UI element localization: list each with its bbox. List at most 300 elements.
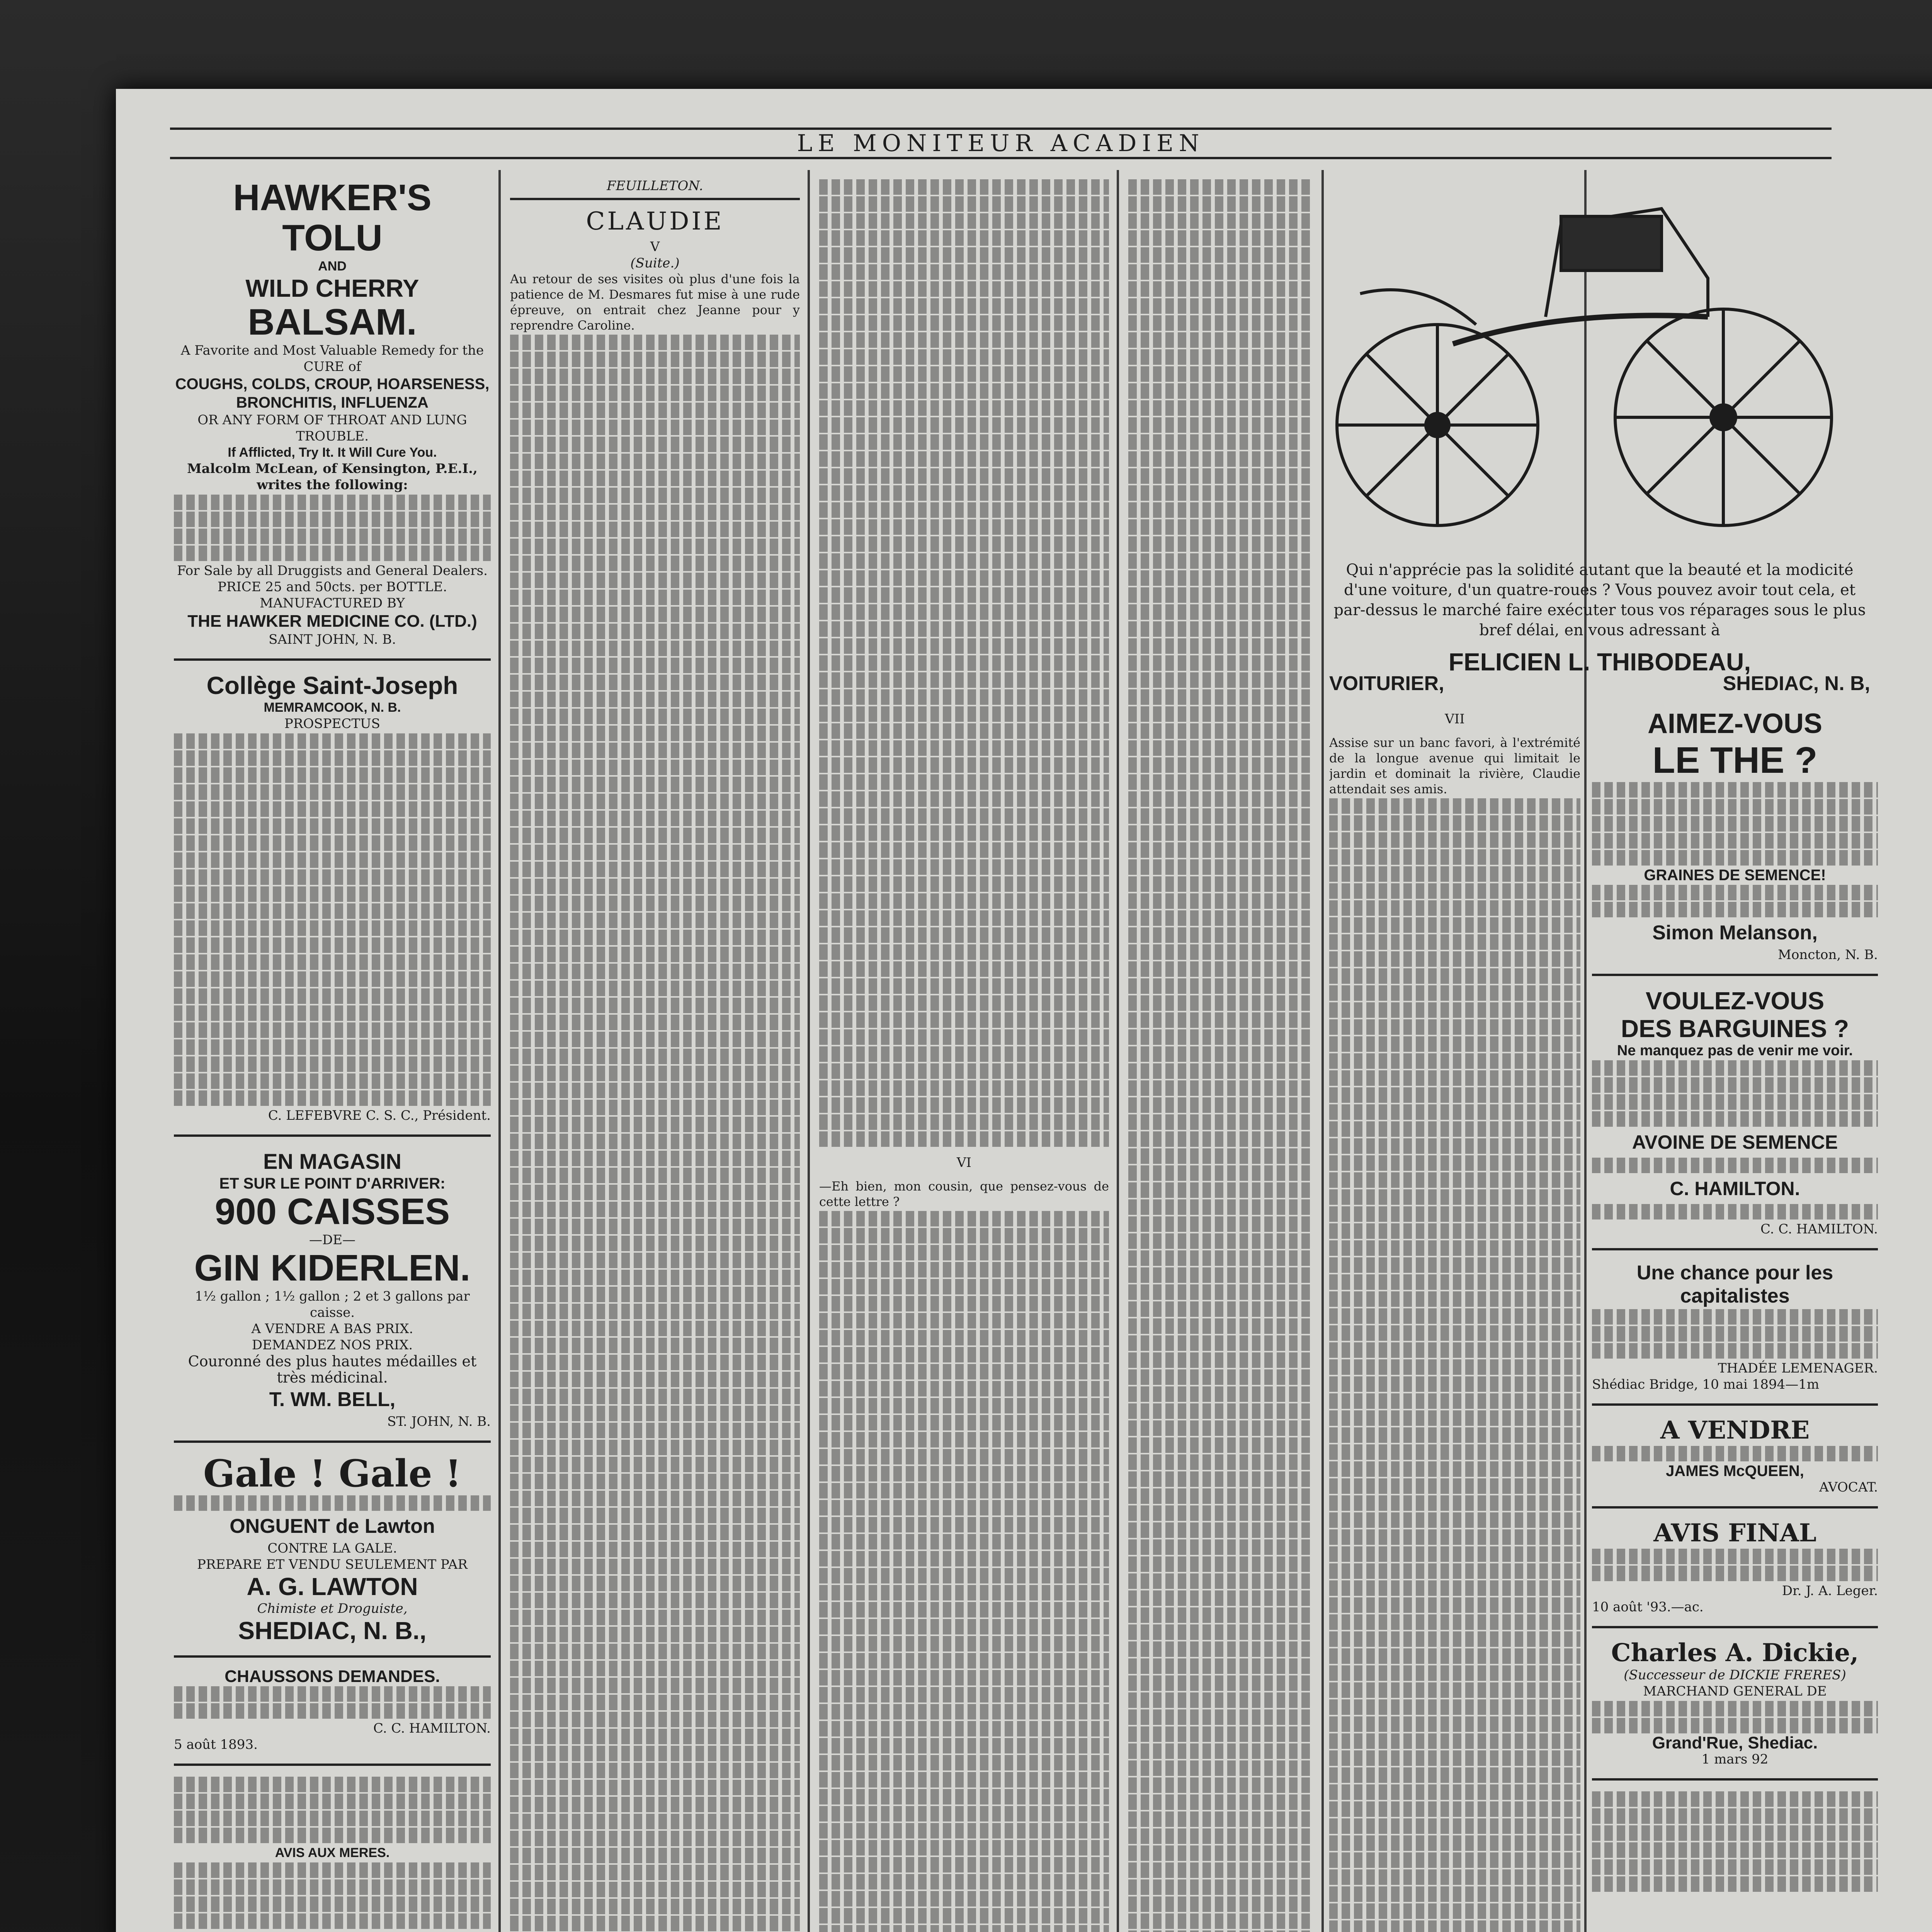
text-block	[174, 818, 491, 834]
chaussons-date: 5 août 1893.	[174, 1737, 258, 1752]
text-block	[1592, 1549, 1878, 1564]
text-line	[510, 947, 800, 962]
text-line	[1128, 927, 1314, 943]
text-line	[510, 641, 800, 656]
text-block	[1592, 782, 1878, 798]
vendre-role: AVOCAT.	[1819, 1480, 1878, 1495]
text-line	[1128, 1879, 1314, 1895]
text-line	[510, 1661, 800, 1676]
text-line	[1128, 1131, 1314, 1147]
text-line	[1128, 1386, 1314, 1402]
text-line	[1128, 519, 1314, 535]
text-line	[819, 1211, 1109, 1226]
text-line	[1329, 1036, 1580, 1052]
text-line	[819, 910, 1109, 926]
text-line	[819, 1908, 1109, 1923]
story-opening: Au retour de ses visites où plus d'une fois la patience de M. Desmares fut mise à une rude épreuve, on entrait chez Jeanne pour y reprendre Caroline.	[510, 272, 800, 333]
text-line	[1329, 815, 1580, 831]
dickie-trade: MARCHAND GENERAL DE	[1643, 1684, 1827, 1699]
text-line	[1128, 1828, 1314, 1844]
text-line	[1329, 1427, 1580, 1443]
text-line	[510, 454, 800, 469]
text-line	[1329, 1852, 1580, 1868]
avis-title: AVIS FINAL	[1653, 1519, 1816, 1548]
text-block	[174, 546, 491, 561]
text-line	[1128, 1012, 1314, 1028]
text-block	[1592, 1791, 1878, 1807]
text-line	[1329, 1172, 1580, 1188]
divider	[174, 658, 491, 661]
text-line	[819, 978, 1109, 994]
text-line	[510, 1831, 800, 1846]
text-line	[1128, 1318, 1314, 1334]
divider	[174, 1764, 491, 1766]
text-block	[174, 971, 491, 987]
text-block	[1592, 1876, 1878, 1892]
text-line	[510, 1423, 800, 1438]
dickie-successor: (Successeur de DICKIE FRERES)	[1624, 1667, 1846, 1683]
text-line	[819, 417, 1109, 433]
hawker-tolu: TOLU	[282, 217, 383, 259]
text-line	[819, 1636, 1109, 1651]
text-block	[1592, 1158, 1878, 1173]
text-line	[819, 298, 1109, 314]
column-feuilleton	[510, 178, 800, 1932]
text-block	[1592, 1701, 1878, 1716]
text-line	[819, 1585, 1109, 1600]
text-line	[510, 658, 800, 673]
text-line	[510, 1406, 800, 1421]
text-line	[1329, 1580, 1580, 1596]
text-line	[510, 556, 800, 571]
text-line	[1329, 900, 1580, 916]
text-line	[819, 1131, 1109, 1147]
hawker-price: PRICE 25 and 50cts. per BOTTLE.	[217, 579, 447, 595]
text-block	[174, 1022, 491, 1038]
text-line	[510, 1100, 800, 1115]
text-line	[510, 896, 800, 911]
text-line	[1128, 1845, 1314, 1861]
text-line	[819, 383, 1109, 399]
text-line	[819, 706, 1109, 722]
story-suite: (Suite.)	[630, 255, 680, 271]
column-ads-left	[174, 178, 491, 1932]
vendre-name: JAMES McQUEEN,	[1666, 1463, 1804, 1480]
text-line	[1128, 264, 1314, 280]
gin-gallons: 1½ gallon ; 1½ gallon ; 2 et 3 gallons par caisse.	[195, 1289, 470, 1320]
text-line	[1329, 1529, 1580, 1545]
carriage-footer	[1329, 672, 1870, 695]
text-line	[819, 1704, 1109, 1719]
text-line	[510, 1644, 800, 1659]
text-line	[510, 726, 800, 741]
text-line	[510, 1508, 800, 1523]
text-line	[1329, 1716, 1580, 1732]
gale-shediac: SHEDIAC, N. B.,	[238, 1617, 427, 1645]
text-line	[819, 1097, 1109, 1113]
gin-prix: A VENDRE A BAS PRIX.	[251, 1321, 413, 1337]
story-text	[1128, 179, 1314, 1932]
text-line	[510, 1627, 800, 1642]
hawker-company: THE HAWKER MEDICINE CO. (LTD.)	[187, 612, 477, 631]
text-line	[819, 893, 1109, 909]
text-line	[819, 1721, 1109, 1736]
graines-title: GRAINES DE SEMENCE!	[1644, 867, 1826, 884]
text-line	[819, 1262, 1109, 1277]
gin-caisses: 900 CAISSES	[214, 1191, 450, 1232]
text-line	[819, 1925, 1109, 1932]
text-line	[1128, 502, 1314, 518]
text-line	[1329, 951, 1580, 967]
text-line	[1128, 774, 1314, 790]
text-line	[819, 1483, 1109, 1498]
text-line	[510, 1049, 800, 1064]
chance-title-1: Une chance pour les	[1636, 1262, 1833, 1284]
text-block	[174, 1039, 491, 1055]
text-line	[1128, 1794, 1314, 1810]
text-line	[510, 539, 800, 554]
text-line	[1128, 638, 1314, 654]
hawker-cherry: WILD CHERRY	[245, 274, 419, 302]
text-line	[1128, 621, 1314, 637]
text-line	[1128, 587, 1314, 603]
divider	[1592, 1626, 1878, 1628]
text-line	[1128, 910, 1314, 926]
gale-prepare: PREPARE ET VENDU SEULEMENT PAR	[197, 1557, 468, 1572]
text-line	[1329, 1206, 1580, 1222]
gin-city: ST. JOHN, N. B.	[387, 1414, 491, 1429]
chance-title-2: capitalistes	[1680, 1285, 1790, 1307]
text-line	[1128, 1488, 1314, 1504]
text-line	[1329, 1461, 1580, 1477]
text-line	[819, 1823, 1109, 1838]
text-line	[510, 1729, 800, 1744]
text-line	[1128, 1777, 1314, 1793]
dickie-date: 1 mars 92	[1701, 1752, 1769, 1767]
gale-contre: CONTRE LA GALE.	[267, 1541, 397, 1556]
hawker-sale: For Sale by all Druggists and General Dealers.	[177, 563, 488, 578]
text-line	[510, 1916, 800, 1931]
text-line	[819, 927, 1109, 943]
text-line	[819, 349, 1109, 365]
text-line	[1329, 1903, 1580, 1919]
column-story-3	[1128, 178, 1314, 1932]
text-line	[819, 264, 1109, 280]
meres-title: AVIS AUX MERES.	[275, 1845, 390, 1860]
text-line	[510, 862, 800, 877]
text-line	[510, 1253, 800, 1268]
text-line	[1329, 1563, 1580, 1579]
gin-demandez: DEMANDEZ NOS PRIX.	[252, 1337, 413, 1353]
college-place: MEMRAMCOOK, N. B.	[264, 700, 401, 715]
text-block	[1592, 1859, 1878, 1875]
text-line	[510, 1219, 800, 1234]
text-block	[174, 1005, 491, 1021]
text-line	[1128, 1539, 1314, 1555]
text-line	[1128, 1335, 1314, 1351]
college-prospectus: PROSPECTUS	[284, 716, 380, 731]
text-line	[1128, 1454, 1314, 1470]
text-line	[1128, 281, 1314, 297]
text-line	[510, 369, 800, 384]
text-line	[1128, 536, 1314, 552]
text-line	[510, 1763, 800, 1778]
text-block	[174, 495, 491, 510]
text-line	[1128, 366, 1314, 382]
gin-kiderlen: GIN KIDERLEN.	[194, 1247, 471, 1289]
text-line	[510, 590, 800, 605]
text-line	[1128, 604, 1314, 620]
text-block	[1592, 1842, 1878, 1858]
text-line	[1329, 798, 1580, 814]
the-title-1: AIMEZ-VOUS	[1647, 708, 1822, 739]
text-line	[819, 502, 1109, 518]
text-line	[1329, 1087, 1580, 1103]
divider	[174, 1655, 491, 1658]
text-line	[1128, 961, 1314, 977]
text-line	[819, 213, 1109, 229]
text-line	[1329, 1478, 1580, 1494]
text-line	[510, 471, 800, 486]
text-line	[819, 1755, 1109, 1770]
text-block	[1592, 1060, 1878, 1076]
text-line	[1128, 468, 1314, 484]
text-line	[510, 403, 800, 418]
text-line	[819, 876, 1109, 892]
text-line	[1128, 1097, 1314, 1113]
gin-de: —DE—	[309, 1232, 356, 1248]
text-line	[510, 879, 800, 894]
text-line	[1128, 740, 1314, 756]
text-block	[1592, 833, 1878, 849]
text-line	[510, 675, 800, 690]
text-line	[510, 437, 800, 452]
text-block	[174, 1828, 491, 1843]
text-line	[819, 451, 1109, 467]
text-line	[510, 777, 800, 792]
gin-medailles: Couronné des plus hautes médailles et très médicinal.	[188, 1353, 477, 1386]
text-line	[1128, 434, 1314, 450]
text-line	[819, 944, 1109, 960]
avis-date: 10 août '93.—ac.	[1592, 1599, 1704, 1615]
text-block	[174, 1495, 491, 1511]
text-block	[174, 733, 491, 749]
text-line	[510, 488, 800, 503]
graines-name: Simon Melanson,	[1652, 922, 1818, 944]
text-line	[1128, 1675, 1314, 1691]
text-line	[1329, 1869, 1580, 1885]
text-line	[1128, 383, 1314, 399]
text-line	[510, 1780, 800, 1795]
text-line	[819, 1347, 1109, 1362]
text-line	[510, 335, 800, 350]
text-line	[819, 587, 1109, 603]
text-line	[510, 1525, 800, 1540]
text-line	[819, 757, 1109, 773]
text-line	[1128, 655, 1314, 671]
text-line	[510, 1066, 800, 1081]
text-line	[1128, 1029, 1314, 1045]
text-line	[1128, 1726, 1314, 1742]
text-line	[510, 1474, 800, 1489]
column-story-2	[819, 178, 1109, 1932]
text-line	[1128, 1743, 1314, 1759]
column-rule	[498, 170, 501, 1932]
text-line	[819, 553, 1109, 569]
text-line	[819, 1364, 1109, 1379]
text-line	[1329, 1342, 1580, 1358]
text-line	[1128, 791, 1314, 807]
text-line	[1128, 1199, 1314, 1215]
column-rule	[808, 170, 810, 1932]
text-line	[819, 434, 1109, 450]
text-block	[174, 1794, 491, 1809]
carriage-name: FELICIEN L. THIBODEAU,	[1448, 648, 1751, 676]
text-line	[510, 794, 800, 809]
text-line	[819, 1080, 1109, 1096]
masthead-title: LE MONITEUR ACADIEN	[797, 130, 1205, 157]
text-line	[1329, 1002, 1580, 1018]
hawker-manuf: MANUFACTURED BY	[260, 595, 405, 611]
text-line	[510, 1321, 800, 1336]
text-line	[510, 845, 800, 860]
text-line	[1329, 1546, 1580, 1562]
text-line	[510, 1083, 800, 1098]
text-block	[174, 1913, 491, 1929]
chapter6-opening: —Eh bien, mon cousin, que pensez-vous de cette lettre ?	[819, 1179, 1109, 1209]
text-line	[1329, 883, 1580, 899]
text-block	[174, 512, 491, 527]
divider	[1592, 1403, 1878, 1406]
text-line	[1329, 1053, 1580, 1069]
text-line	[1128, 1811, 1314, 1827]
text-line	[1128, 1641, 1314, 1657]
text-line	[510, 505, 800, 520]
text-line	[510, 811, 800, 826]
masthead	[170, 128, 1832, 159]
text-line	[1329, 934, 1580, 950]
avoine-title: AVOINE DE SEMENCE	[1632, 1131, 1838, 1153]
chapter-number: VII	[1445, 711, 1465, 727]
text-line	[1128, 1692, 1314, 1708]
text-block	[1592, 1566, 1878, 1581]
divider	[1592, 1778, 1878, 1781]
gale-lawton: A. G. LAWTON	[247, 1573, 418, 1600]
text-block	[174, 920, 491, 936]
text-block	[174, 784, 491, 800]
text-line	[1128, 1590, 1314, 1606]
gale-onguent: ONGUENT de Lawton	[230, 1515, 435, 1537]
text-line	[510, 1338, 800, 1353]
text-line	[510, 1678, 800, 1693]
text-line	[510, 1695, 800, 1710]
story-text	[819, 179, 1109, 1147]
text-block	[174, 903, 491, 919]
text-line	[510, 1372, 800, 1387]
text-line	[1329, 1512, 1580, 1528]
text-block	[1592, 1309, 1878, 1325]
text-block	[1592, 1825, 1878, 1841]
text-line	[1128, 1420, 1314, 1436]
text-line	[1329, 1597, 1580, 1613]
text-line	[819, 961, 1109, 977]
text-block	[174, 1777, 491, 1792]
gin-magasin: EN MAGASIN	[263, 1149, 401, 1173]
text-line	[819, 468, 1109, 484]
text-block	[1592, 902, 1878, 917]
text-line	[819, 1874, 1109, 1889]
hawker-ad	[174, 178, 491, 648]
text-block	[174, 835, 491, 851]
text-line	[819, 1245, 1109, 1260]
text-line	[819, 1891, 1109, 1906]
text-line	[1128, 1522, 1314, 1538]
text-line	[1128, 1063, 1314, 1079]
text-block	[174, 954, 491, 970]
text-line	[1128, 1709, 1314, 1725]
text-line	[1329, 985, 1580, 1001]
dickie-address: Grand'Rue, Shediac.	[1652, 1733, 1818, 1752]
text-line	[510, 1032, 800, 1047]
text-line	[1128, 1624, 1314, 1640]
text-block	[174, 886, 491, 902]
text-line	[1128, 247, 1314, 263]
text-line	[819, 672, 1109, 688]
text-line	[819, 1432, 1109, 1447]
text-line	[1128, 1930, 1314, 1932]
text-line	[1128, 1760, 1314, 1776]
text-line	[819, 519, 1109, 535]
text-line	[819, 1857, 1109, 1872]
text-line	[819, 1330, 1109, 1345]
text-block	[174, 1703, 491, 1719]
text-line	[1329, 917, 1580, 933]
text-line	[1128, 808, 1314, 824]
text-line	[510, 1593, 800, 1608]
text-line	[1128, 1369, 1314, 1385]
carriage-trade: VOITURIER,	[1329, 672, 1444, 695]
text-block	[1592, 1718, 1878, 1733]
text-line	[1128, 213, 1314, 229]
text-line	[1128, 196, 1314, 212]
text-line	[1329, 1733, 1580, 1749]
text-line	[1329, 1682, 1580, 1698]
text-line	[510, 913, 800, 928]
text-block	[174, 1056, 491, 1072]
text-line	[819, 485, 1109, 501]
text-line	[510, 352, 800, 367]
text-line	[1329, 1274, 1580, 1290]
text-line	[819, 1517, 1109, 1532]
text-line	[1329, 1070, 1580, 1086]
text-block	[1592, 1077, 1878, 1093]
text-block	[174, 750, 491, 766]
text-line	[510, 1712, 800, 1727]
text-line	[510, 1151, 800, 1166]
text-line	[1128, 1556, 1314, 1572]
text-line	[510, 1440, 800, 1455]
hawker-balsam: BALSAM.	[248, 301, 417, 343]
text-block	[1592, 799, 1878, 815]
text-line	[819, 1279, 1109, 1294]
column-ads-right	[1592, 707, 1878, 1932]
text-line	[1128, 893, 1314, 909]
the-title-2: LE THE ?	[1652, 740, 1818, 781]
text-line	[1128, 315, 1314, 331]
text-line	[819, 536, 1109, 552]
text-block	[174, 1090, 491, 1106]
text-line	[1128, 1301, 1314, 1317]
